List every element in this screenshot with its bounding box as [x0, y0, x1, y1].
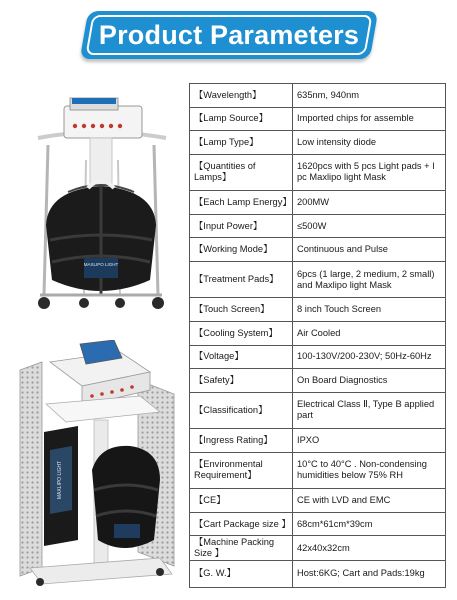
param-row	[190, 261, 446, 297]
param-value: 42x40x32cm	[293, 536, 446, 561]
param-key: 【Classification】	[190, 392, 293, 428]
param-key: 【Lamp Type】	[190, 131, 293, 155]
param-key: 【Lamp Source】	[190, 107, 293, 131]
param-row	[190, 238, 446, 262]
param-value: 8 inch Touch Screen	[293, 298, 446, 322]
param-value: Low intensity diode	[293, 131, 446, 155]
param-key: 【Each Lamp Energy】	[190, 191, 293, 215]
param-key: 【G. W.】	[190, 560, 293, 587]
machine-cart-image-bottom	[10, 340, 182, 588]
param-key: 【Cooling System】	[190, 321, 293, 345]
param-key: 【Quantities of Lamps】	[190, 154, 293, 190]
param-key: 【Voltage】	[190, 345, 293, 369]
param-row	[190, 107, 446, 131]
param-value: On Board Diagnostics	[293, 369, 446, 393]
param-key: 【Environmental Requirement】	[190, 452, 293, 488]
param-key: 【Touch Screen】	[190, 298, 293, 322]
param-value: ≤500W	[293, 214, 446, 238]
param-value: 200MW	[293, 191, 446, 215]
param-row	[190, 84, 446, 108]
param-value: 68cm*61cm*39cm	[293, 512, 446, 536]
param-value: 10°C to 40°C . Non-condensing humidities below 75% RH	[293, 452, 446, 488]
param-key: 【Treatment Pads】	[190, 261, 293, 297]
param-row	[190, 536, 446, 561]
param-value: 1620pcs with 5 pcs Light pads + I pc Maxlipo light Mask	[293, 154, 446, 190]
param-row	[190, 392, 446, 428]
page-title: Product Parameters	[98, 19, 360, 50]
param-key: 【Cart Package size 】	[190, 512, 293, 536]
param-value: Air Cooled	[293, 321, 446, 345]
param-value: 6pcs (1 large, 2 medium, 2 small) and Maxlipo light Mask	[293, 261, 446, 297]
param-row	[190, 154, 446, 190]
param-key: 【Machine Packing Size 】	[190, 536, 293, 561]
param-value: IPXO	[293, 429, 446, 453]
param-key: 【Safety】	[190, 369, 293, 393]
param-row	[190, 298, 446, 322]
param-value: 100-130V/200-230V; 50Hz-60Hz	[293, 345, 446, 369]
param-row	[190, 429, 446, 453]
param-row	[190, 452, 446, 488]
param-value: 635nm, 940nm	[293, 84, 446, 108]
param-key: 【Input Power】	[190, 214, 293, 238]
param-row	[190, 489, 446, 513]
param-key: 【CE】	[190, 489, 293, 513]
machine-cart-image-top	[26, 90, 176, 315]
param-key: 【Working Mode】	[190, 238, 293, 262]
param-value: CE with LVD and EMC	[293, 489, 446, 513]
param-value: Imported chips for assemble	[293, 107, 446, 131]
param-value: Continuous and Pulse	[293, 238, 446, 262]
param-row	[190, 191, 446, 215]
param-row	[190, 369, 446, 393]
param-row	[190, 560, 446, 587]
param-row	[190, 512, 446, 536]
param-value: Host:6KG; Cart and Pads:19kg	[293, 560, 446, 587]
pad-label: MAXLIPO LIGHT	[57, 460, 63, 500]
param-row	[190, 321, 446, 345]
mask-label: MAXLIPO LIGHT	[83, 262, 119, 267]
param-value: Electrical Class Ⅱ, Type B applied part	[293, 392, 446, 428]
param-row	[190, 214, 446, 238]
parameters-table	[189, 83, 446, 588]
param-row	[190, 131, 446, 155]
param-key: 【Wavelength】	[190, 84, 293, 108]
param-row	[190, 345, 446, 369]
param-key: 【Ingress Rating】	[190, 429, 293, 453]
